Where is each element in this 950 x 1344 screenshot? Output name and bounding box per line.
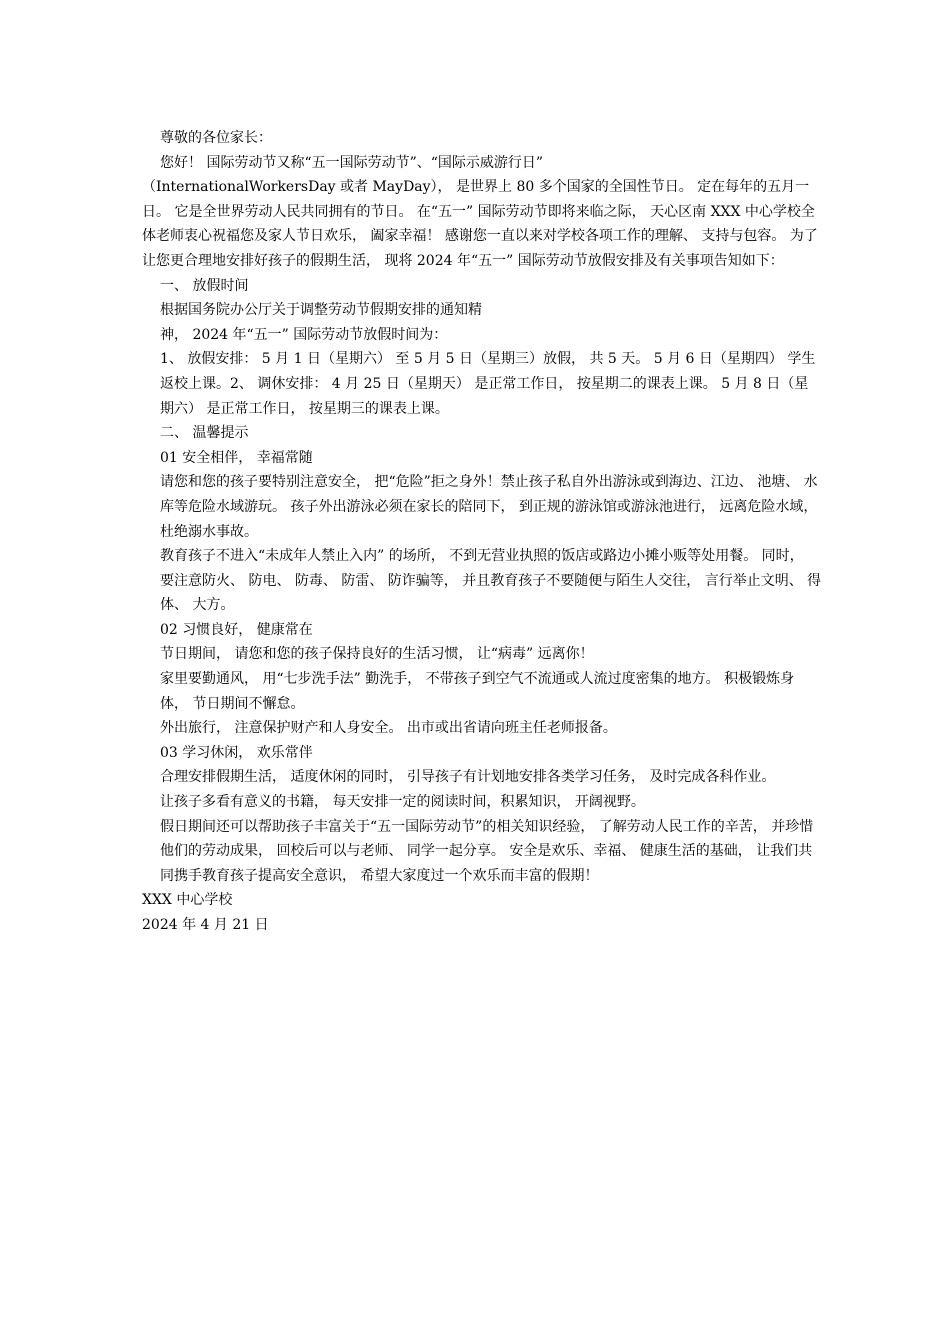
section-heading-tips: 二、 温馨提示	[160, 425, 249, 442]
letter-date: 2024 年 4 月 21 日	[142, 917, 269, 933]
letter-body	[142, 126, 822, 938]
tip-02-paragraph-1: 节日期间， 请您和您的孩子保持良好的生活习惯， 让“病毒” 远离你！	[160, 646, 594, 663]
tip-03-paragraph-3: 假日期间还可以帮助孩子丰富关于“五一国际劳动节”的相关知识经验， 了解劳动人民工作的辛苦， 并珍惜他们的劳动成果， 回校后可以与老师、 同学一起分享。 安全是欢乐、幸福、 健康生活的基础， 让我们共同携手教育孩子提高安全意识， 希望大家度过一个欢乐而丰富的假期！	[160, 818, 814, 884]
tip-03-paragraph-1: 合理安排假期生活， 适度休闲的同时， 引导孩子有计划地安排各类学习任务， 及时完成各科作业。	[160, 769, 776, 786]
tip-02-title: 02 习惯良好， 健康常在	[160, 621, 313, 638]
intro-paragraph: （InternationalWorkersDay 或者 MayDay）， 是世界上 80 多个国家的全国性节日。 定在每年的五月一日。 它是全世界劳动人民共同拥有的节日。 在“五一” 国际劳动节即将来临之际， 天心区南 XXX 中心学校全体老师衷心祝福您及家人节日欢乐， 阖家幸福！ 感谢您一直以来对学校各项工作的理解、 支持与包容。 为了让您更合理地安排好孩子的假期生活， 现将 2024 年“五一” 国际劳动节放假安排及有关事项告知如下：	[142, 179, 818, 269]
tip-01-paragraph-2: 教育孩子不进入“未成年人禁止入内” 的场所， 不到无营业执照的饭店或路边小摊小贩等处用餐。 同时， 要注意防火、 防电、 防毒、 防雷、 防诈骗等， 并且教育孩子不要随便与陌生人交往， 言行举止文明、 得体、 大方。	[160, 548, 822, 614]
tip-03-paragraph-2: 让孩子多看有意义的书籍， 每天安排一定的阅读时间，积累知识， 开阔视野。	[160, 794, 645, 811]
intro-line: 您好！ 国际劳动节又称“五一国际劳动节”、“国际示威游行日”	[160, 154, 544, 171]
holiday-notice-text: 根据国务院办公厅关于调整劳动节假期安排的通知精	[160, 302, 482, 319]
tip-01-title: 01 安全相伴， 幸福常随	[160, 449, 313, 466]
holiday-schedule: 1、 放假安排： 5 月 1 日（星期六） 至 5 月 5 日（星期三）放假， 共 5 天。 5 月 6 日（星期四） 学生返校上课。2、 调休安排： 4 月 25 日（星期天） 是正常工作日， 按星期二的课表上课。 5 月 8 日（星期六） 是正常工作日， 按星期三的课表上课。	[160, 351, 816, 417]
holiday-notice-text-cont: 神， 2024 年“五一” 国际劳动节放假时间为：	[160, 326, 448, 343]
tip-01-paragraph-1: 请您和您的孩子要特别注意安全， 把“危险”拒之身外！禁止孩子私自外出游泳或到海边、江边、 池塘、 水库等危险水域游玩。 孩子外出游泳必须在家长的陪同下， 到正规的游泳馆或游泳池进行， 远离危险水域， 杜绝溺水事故。	[160, 474, 818, 540]
section-heading-holiday-time: 一、 放假时间	[160, 277, 249, 294]
tip-02-paragraph-2: 家里要勤通风， 用“七步洗手法” 勤洗手， 不带孩子到空气不流通或人流过度密集的地方。 积极锻炼身体， 节日期间不懈怠。	[160, 671, 795, 712]
tip-02-paragraph-3: 外出旅行， 注意保护财产和人身安全。 出市或出省请向班主任老师报备。	[160, 720, 617, 737]
signature: XXX 中心学校	[142, 892, 233, 909]
tip-03-title: 03 学习休闲， 欢乐常伴	[160, 744, 313, 761]
greeting: 尊敬的各位家长：	[160, 130, 272, 146]
